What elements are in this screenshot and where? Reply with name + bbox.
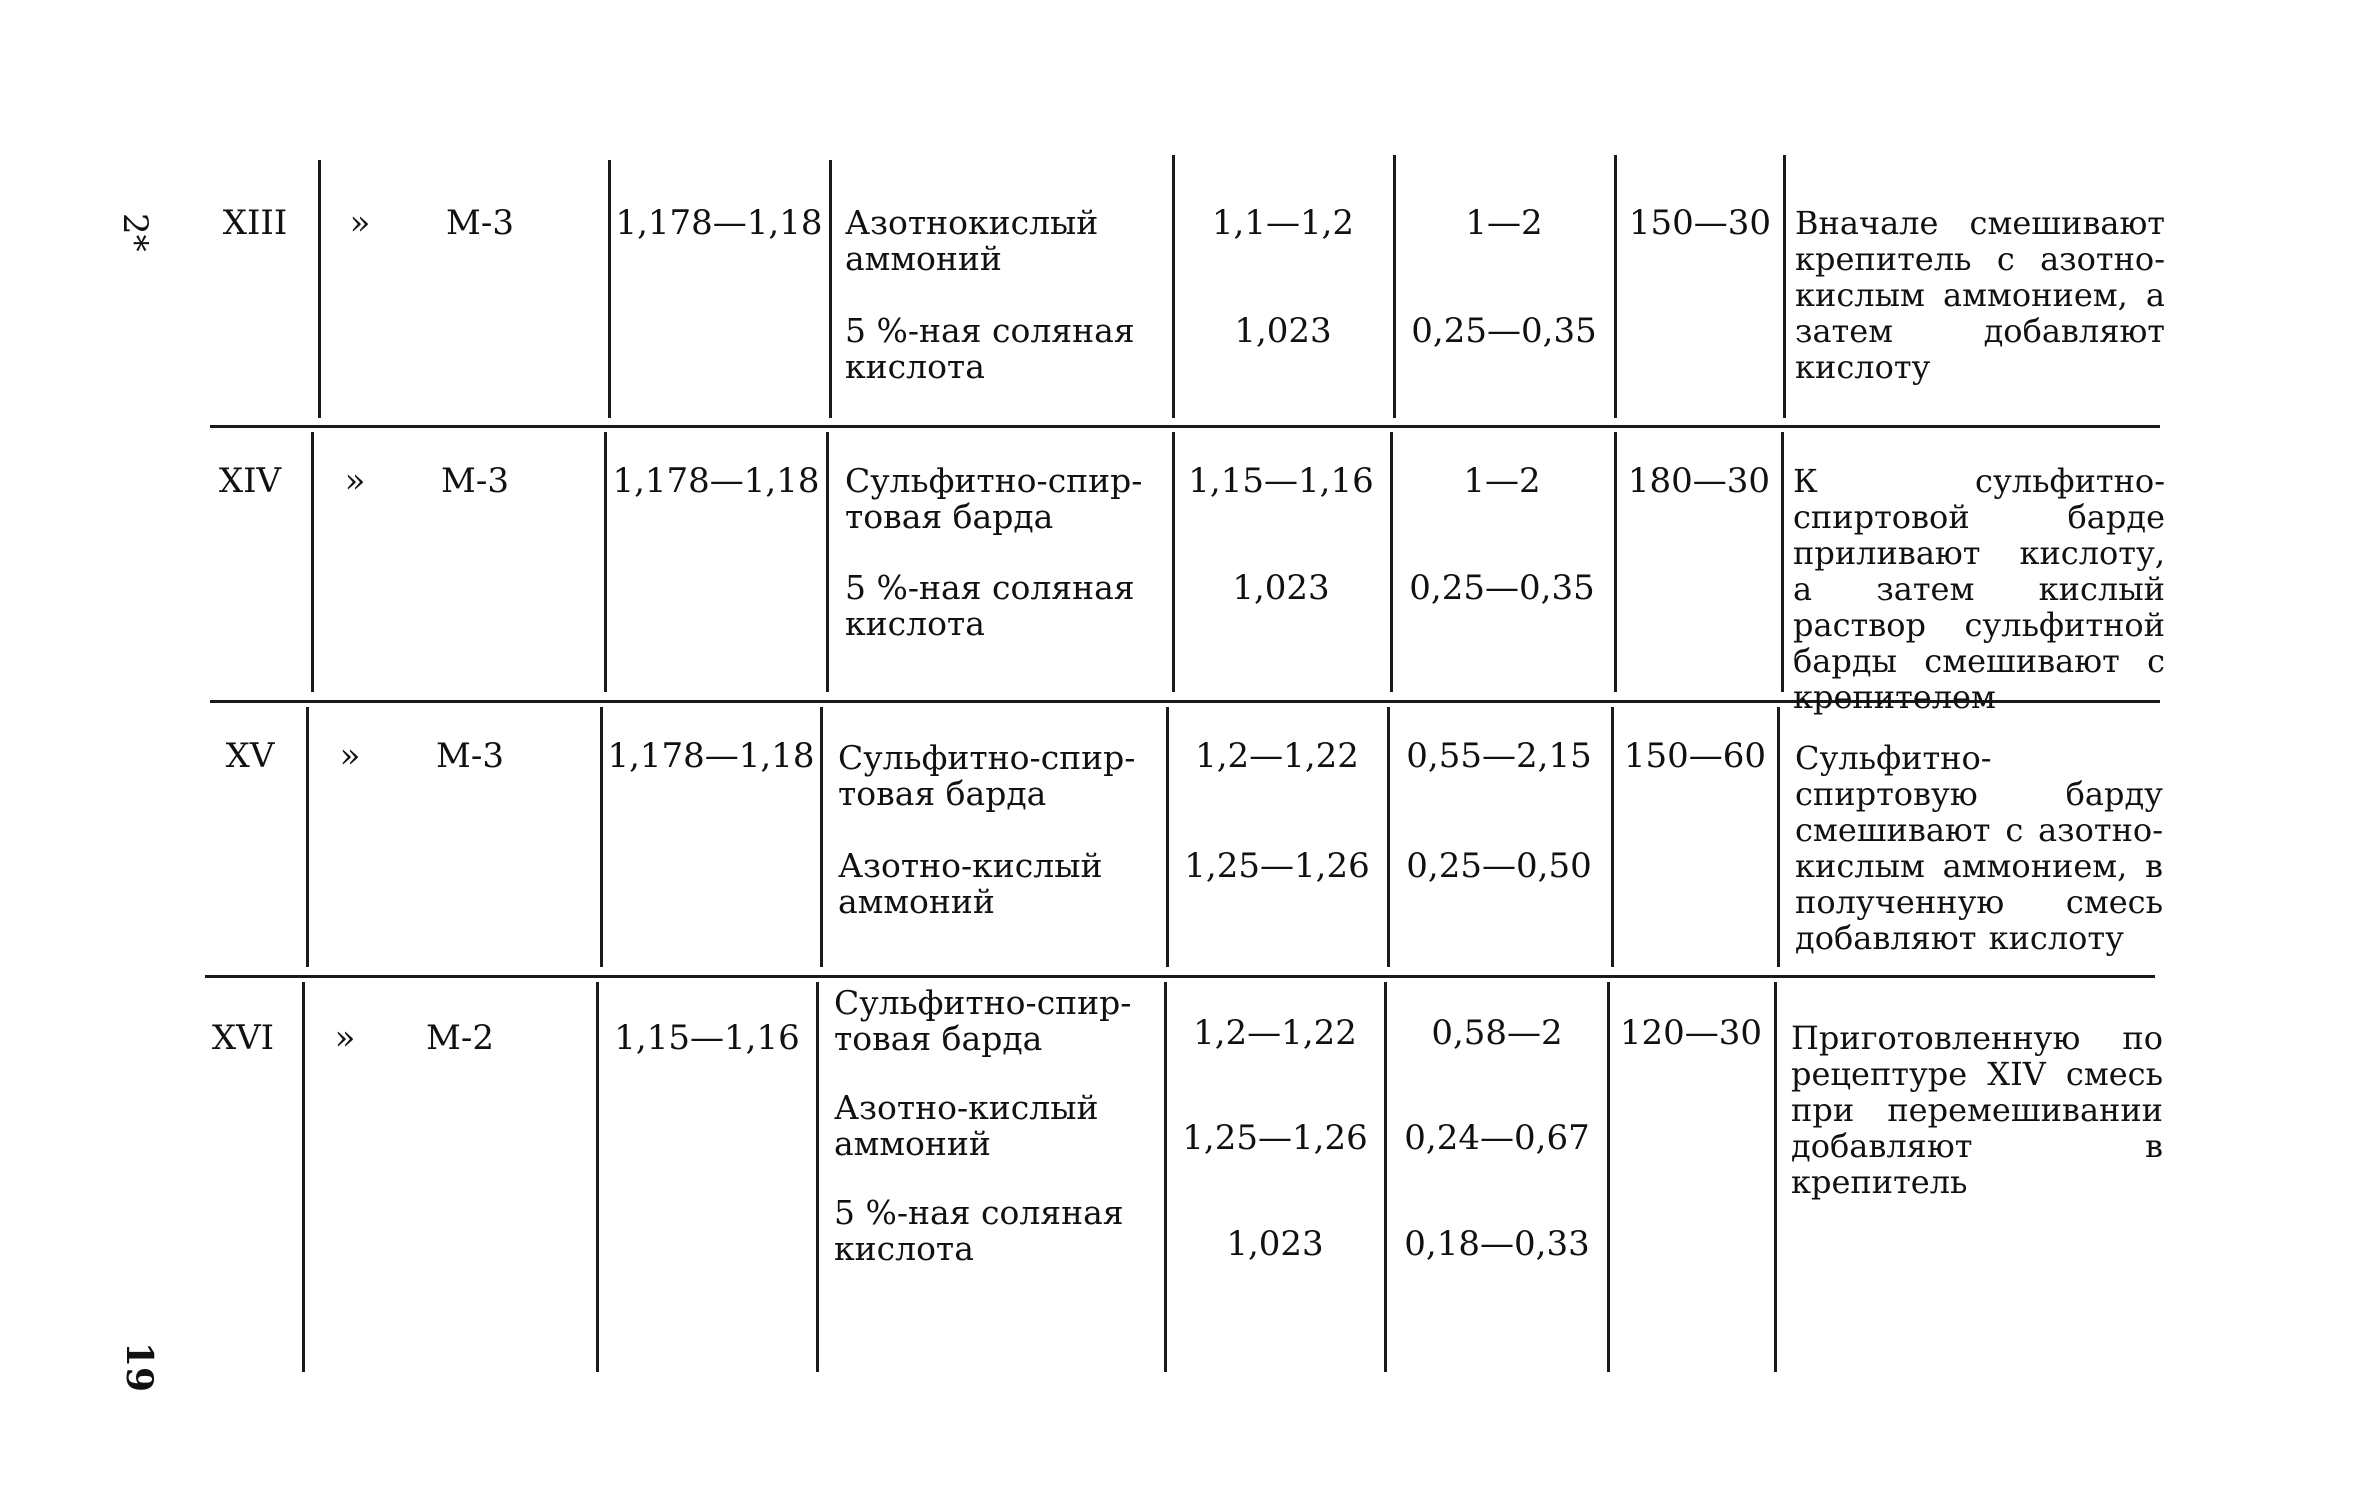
component-density: 1,2—1,22 [1193,1013,1357,1053]
component-density: 1,25—1,26 [1182,1118,1368,1158]
component-name: Азотно-кислый аммоний [838,846,1103,921]
recipe-number: XIV [218,461,282,501]
column-divider [1614,155,1617,418]
binder-mark: М-3 [446,203,514,243]
column-divider [1172,432,1175,692]
column-divider [600,707,603,967]
column-divider [816,982,819,1372]
column-divider [1614,432,1617,692]
component-name: Сульфитно-спир- товая барда [838,738,1136,813]
component-amount: 0,25—0,35 [1409,568,1595,608]
component-name: Сульфитно-спир- товая барда [834,983,1132,1058]
recipe-number: XIII [222,203,288,243]
mixing-time: 150—60 [1623,736,1767,776]
component-name: 5 %-ная соляная кислота [845,311,1135,386]
column-divider [1393,155,1396,418]
binder-density: 1,15—1,16 [614,1018,800,1058]
component-density: 1,023 [1234,311,1332,351]
recipe-number: XV [225,736,275,776]
component-density: 1,023 [1226,1224,1324,1264]
component-name: Азотно-кислый аммоний [834,1088,1099,1163]
component-amount: 0,58—2 [1431,1013,1563,1053]
column-divider [1783,155,1786,418]
component-density: 1,25—1,26 [1184,846,1370,886]
preparation-note: Сульфитно-спиртовую барду смешивают с азотно-кислым аммонием, в полученную смесь добавляют кислоту [1795,739,2163,957]
component-amount: 0,25—0,35 [1411,311,1597,351]
ditto-mark: » [339,736,361,776]
binder-density: 1,178—1,18 [612,461,820,501]
component-name: 5 %-ная соляная кислота [845,568,1135,643]
binder-density: 1,178—1,18 [615,203,823,243]
column-divider [1774,982,1777,1372]
component-density: 1,1—1,2 [1211,203,1355,243]
component-amount: 1—2 [1465,203,1543,243]
component-density: 1,2—1,22 [1195,736,1359,776]
column-divider [1777,707,1780,967]
component-name: Азотнокислый аммоний [845,203,1099,278]
column-divider [311,432,314,692]
column-divider [1172,155,1175,418]
recipe-number: XVI [211,1018,275,1058]
column-divider [1607,982,1610,1372]
component-amount: 0,18—0,33 [1404,1224,1590,1264]
column-divider [1390,432,1393,692]
component-amount: 0,25—0,50 [1406,846,1592,886]
binder-mark: М-3 [436,736,504,776]
preparation-note: К сульфитно-спиртовой барде приливают кислоту, а затем кислый раствор сульфитной барды смешивают с крепителем [1793,462,2165,716]
ditto-mark: » [349,203,371,243]
binder-density: 1,178—1,18 [607,736,815,776]
preparation-note: Приготовленную по рецептуре XIV смесь при перемешивании добавляют в крепитель [1791,1019,2163,1201]
row-divider [210,425,2160,428]
ditto-mark: » [344,461,366,501]
column-divider [1387,707,1390,967]
signature-mark: 2* [115,213,155,252]
mixing-time: 150—30 [1628,203,1772,243]
component-amount: 0,24—0,67 [1404,1118,1590,1158]
column-divider [306,707,309,967]
component-amount: 1—2 [1463,461,1541,501]
binder-mark: М-3 [441,461,509,501]
row-divider [205,975,2155,978]
component-density: 1,15—1,16 [1188,461,1374,501]
component-amount: 0,55—2,15 [1406,736,1592,776]
mixing-time: 120—30 [1619,1013,1763,1053]
page-number: 19 [118,1342,160,1393]
preparation-note: Вначале смешивают крепитель с азотно-кислым аммонием, а затем добавляют кислоту [1795,204,2165,386]
column-divider [1611,707,1614,967]
column-divider [1166,707,1169,967]
column-divider [302,982,305,1372]
column-divider [826,432,829,692]
column-divider [604,432,607,692]
column-divider [829,160,832,418]
column-divider [318,160,321,418]
column-divider [596,982,599,1372]
component-name: 5 %-ная соляная кислота [834,1193,1124,1268]
column-divider [608,160,611,418]
binder-mark: М-2 [426,1018,494,1058]
component-density: 1,023 [1232,568,1330,608]
column-divider [820,707,823,967]
column-divider [1164,982,1167,1372]
column-divider [1384,982,1387,1372]
mixing-time: 180—30 [1627,461,1771,501]
column-divider [1781,432,1784,692]
component-name: Сульфитно-спир- товая барда [845,461,1143,536]
ditto-mark: » [334,1018,356,1058]
